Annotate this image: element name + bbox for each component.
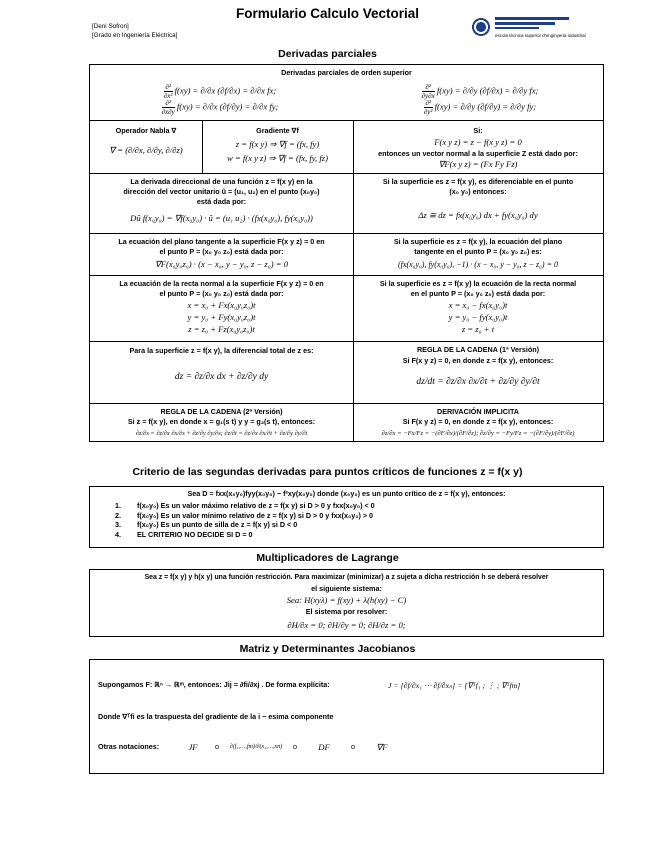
direccional-eq: Dû f(x₀y₀) = ∇f(x₀y₀) · û = (u₁ u₂) · (fx(x₀y₀), fy(x₀y₀)) bbox=[130, 213, 313, 223]
recta2-text2: en el punto P = (x₀ y₀ z₀) está dada por: bbox=[410, 289, 546, 298]
recta-text1: La ecuación de la recta normal a la superficie F(x y z) = 0 en bbox=[119, 279, 324, 288]
notation-df: DF bbox=[318, 742, 330, 752]
criterio-item: 1. f(x₀y₀) Es un valor máximo relativo de z = f(x y) si D > 0 y fxx(x₀y₀) < 0 bbox=[115, 501, 375, 510]
criterio-intro: Sea D = fxx(x₀y₀)fyy(x₀y₀) − f²xy(x₀y₀) donde (x₀y₀) es un punto crítico de z = f(x y), entonces: bbox=[187, 489, 506, 498]
author: [Deni Sofron] bbox=[92, 23, 129, 30]
lagrange-text1: Sea z = f(x y) y h(x y) una función restricción. Para maximizar (minimizar) a z sujeta a dicha restricción h se deberá resolver bbox=[144, 574, 549, 581]
section-title-criterio: Criterio de las segundas derivadas para puntos críticos de funciones z = f(x y) bbox=[132, 466, 523, 478]
diferenciable-text1: Si la superficie es z = f(x y), es diferenciable en el punto bbox=[382, 177, 574, 186]
si-text: entonces un vector normal a la superficie Z está dado por: bbox=[378, 149, 578, 158]
gradiente-eq1: z = f(x y) ⇒ ∇f = (fx, fy) bbox=[235, 139, 320, 149]
direccional-text3: está dada por: bbox=[196, 197, 247, 206]
section-title-derivadas: Derivadas parciales bbox=[278, 48, 377, 60]
notation-partial: ∂(f₁,…,fm)/∂(x₁,…,xn) bbox=[229, 744, 283, 750]
document-title: Formulario Calculo Vectorial bbox=[235, 6, 420, 21]
bullet-icon: o bbox=[351, 742, 355, 751]
eq-fyx: $\frac{\text{∂²}}{\partial y\partial x}$ f(xy) = ∂/∂y (∂f/∂x) = ∂/∂y fx; bbox=[421, 83, 539, 100]
bullet-icon: o bbox=[215, 742, 219, 751]
lagrange-sea-eq: Sea: H(xyλ) = f(xy) + λ(h(xy) − C) bbox=[286, 595, 407, 605]
implicita-text: Si F(x y z) = 0, en donde z = f(x y), entonces: bbox=[402, 417, 554, 426]
diftotal-text: Para la superficie z = f(x y), la diferencial total de z es: bbox=[129, 346, 314, 355]
jacobianos-matrix: J = [∂f/∂x₁ ⋯ ∂f/∂xₙ] = [∇ᵀf₁ ; ⋮ ; ∇ᵀfm] bbox=[388, 681, 521, 690]
jacobianos-text1: Supongamos F: ℝⁿ → ℝᵐ, entonces: Jij = ∂fi/∂xj . De forma explícita: bbox=[98, 680, 330, 689]
eq-fxy: $\frac{\text{∂²}}{\partial x\partial y}$ f(xy) = ∂/∂x (∂f/∂y) = ∂/∂x fy; bbox=[161, 99, 279, 116]
implicita-title: DERIVACIÓN IMPLICITA bbox=[437, 407, 519, 416]
criterio-box bbox=[89, 486, 604, 548]
si-eq2: ∇F(x y z) = (Fx Fy Fz) bbox=[438, 159, 518, 169]
logo-mark-icon bbox=[470, 16, 492, 38]
direccional-text1: La derivada direccional de una función z = f(x y) en la bbox=[130, 177, 313, 186]
section-title-lagrange: Multiplicadores de Lagrange bbox=[256, 552, 399, 564]
gradiente-title: Gradiente ∇f bbox=[256, 126, 299, 135]
recta2-eq1: x = x₀ − fx(x₀y₀)t bbox=[448, 300, 508, 310]
lagrange-box bbox=[89, 569, 604, 637]
notation-nabla-f: ∇F bbox=[376, 742, 388, 752]
criterio-item: 3. f(x₀y₀) Es un punto de silla de z = f(x y) si D < 0 bbox=[115, 520, 298, 530]
recta-eq1: x = x₀ + Fx(x₀y₀z₀)t bbox=[187, 300, 256, 310]
criterio-list bbox=[115, 501, 585, 539]
otras-notaciones-label: Otras notaciones: bbox=[98, 742, 160, 751]
recta2-text1: Si la superficie es z = f(x y) la ecuación de la recta normal bbox=[379, 279, 577, 288]
recta2-eq2: y = y₀ − fy(x₀y₀)t bbox=[448, 312, 508, 322]
criterio-item: 4. EL CRITERIO NO DECIDE SI D = 0 bbox=[115, 529, 253, 539]
bullet-icon: o bbox=[293, 742, 297, 751]
cadena1-eq: dz/dt = ∂z/∂x ∂x/∂t + ∂z/∂y ∂y/∂t bbox=[416, 377, 540, 387]
cadena2-text: Si z = f(x y), en donde x = g₁(s t) y y = g₂(s t), entonces: bbox=[127, 417, 316, 426]
plano2-text2: tangente en el punto P = (x₀ y₀ z₀) es: bbox=[414, 247, 542, 256]
derivadas-box bbox=[89, 64, 604, 442]
cadena2-eq: ∂z/∂s = ∂z/∂x ∂x/∂s + ∂z/∂y ∂y/∂s; ∂z/∂t = ∂z/∂x ∂x/∂t + ∂z/∂y ∂y/∂t bbox=[135, 430, 308, 437]
degree: [Grado en Ingeniería Eléctrica] bbox=[92, 32, 178, 39]
gradiente-eq2: w = f(x y z) ⇒ ∇f = (fx, fy, fz) bbox=[227, 153, 328, 163]
plano-eq: ∇F(x₀y₀z₀) · (x − x₀, y − y₀, z − z₀) = 0 bbox=[154, 259, 288, 269]
diftotal-eq: dz = ∂z/∂x dx + ∂z/∂y dy bbox=[174, 372, 269, 382]
diferenciable-eq: Δz ≅ dz = fx(x₀y₀) dx + fy(x₀y₀) dy bbox=[418, 210, 538, 220]
eq-fyy: $\frac{\text{∂²}}{\text{∂y²}}$ f(xy) = ∂/∂y (∂f/∂y) = ∂/∂y fy; bbox=[423, 99, 537, 116]
eq-fxx: $\frac{\text{∂²}}{\text{∂x²}}$ f(xy) = ∂/∂x (∂f/∂x) = ∂/∂x fx; bbox=[163, 83, 277, 100]
cadena1-title: REGLA DE LA CADENA (1ª Versión) bbox=[416, 345, 540, 354]
author-meta bbox=[92, 22, 177, 40]
jacobianos-text2: Donde ∇ᵀfi es la traspuesta del gradiente de la i − esima componente bbox=[98, 712, 334, 721]
plano-text2: el punto P = (x₀ y₀ z₀) está dada por: bbox=[159, 247, 284, 256]
si-eq: F(x y z) = z − f(x y z) = 0 bbox=[434, 137, 522, 147]
recta2-eq3: z = z₀ + t bbox=[461, 324, 495, 334]
jacobianos-box bbox=[89, 659, 604, 774]
plano2-text1: Si la superficie es z = f(x y), la ecuación del plano bbox=[393, 237, 563, 246]
nabla-title: Operador Nabla ∇ bbox=[115, 126, 177, 135]
direccional-text2: dirección del vector unitario û = (u₁, u₂) en el punto (x₀y₀) bbox=[123, 187, 320, 196]
nabla-eq: ∇ = (∂/∂x, ∂/∂y, ∂/∂z) bbox=[109, 145, 183, 155]
recta-eq3: z = z₀ + Fz(x₀y₀z₀)t bbox=[188, 324, 255, 334]
plano-text1: La ecuación del plano tangente a la superficie F(x y z) = 0 en bbox=[118, 237, 325, 246]
implicita-eq: ∂z/∂x = −Fx/Fz = −(∂F/∂x)/(∂F/∂z); ∂z/∂y = −Fy/Fz = −(∂F/∂y)/(∂F/∂z) bbox=[381, 430, 575, 437]
cadena2-title: REGLA DE LA CADENA (2ª Versión) bbox=[160, 407, 283, 416]
recta-text2: el punto P = (x₀ y₀ z₀) está dada por: bbox=[159, 289, 284, 298]
university-logo bbox=[470, 14, 586, 44]
recta-eq2: y = y₀ + Fy(x₀y₀z₀)t bbox=[187, 312, 256, 322]
plano2-eq: (fx(x₀y₀), fy(x₀y₀), −1) · (x − x₀, y − y₀, z − z₀) = 0 bbox=[398, 260, 558, 269]
logo-caption: escola tècnica superior d'enginyeria industrial bbox=[495, 33, 586, 38]
diferenciable-text2: (x₀ y₀) entonces: bbox=[449, 187, 507, 196]
lagrange-text2: el siguiente sistema: bbox=[311, 584, 382, 593]
section-title-jacobianos: Matriz y Determinantes Jacobianos bbox=[239, 643, 416, 655]
notation-jf: JF bbox=[188, 742, 198, 752]
si-title: Si: bbox=[473, 126, 483, 135]
lagrange-sistema: ∂H/∂x = 0; ∂H/∂y = 0; ∂H/∂z = 0; bbox=[287, 620, 406, 630]
criterio-item: 2. f(x₀y₀) Es un valor mínimo relativo de z = f(x y) si D > 0 y fxx(x₀y₀) > 0 bbox=[115, 510, 374, 520]
cadena1-text: Si F(x y z) = 0, en donde z = f(x y), entonces: bbox=[402, 356, 554, 365]
lagrange-resolver: El sistema por resolver: bbox=[305, 607, 388, 616]
orden-superior-title: Derivadas parciales de orden superior bbox=[281, 68, 412, 77]
